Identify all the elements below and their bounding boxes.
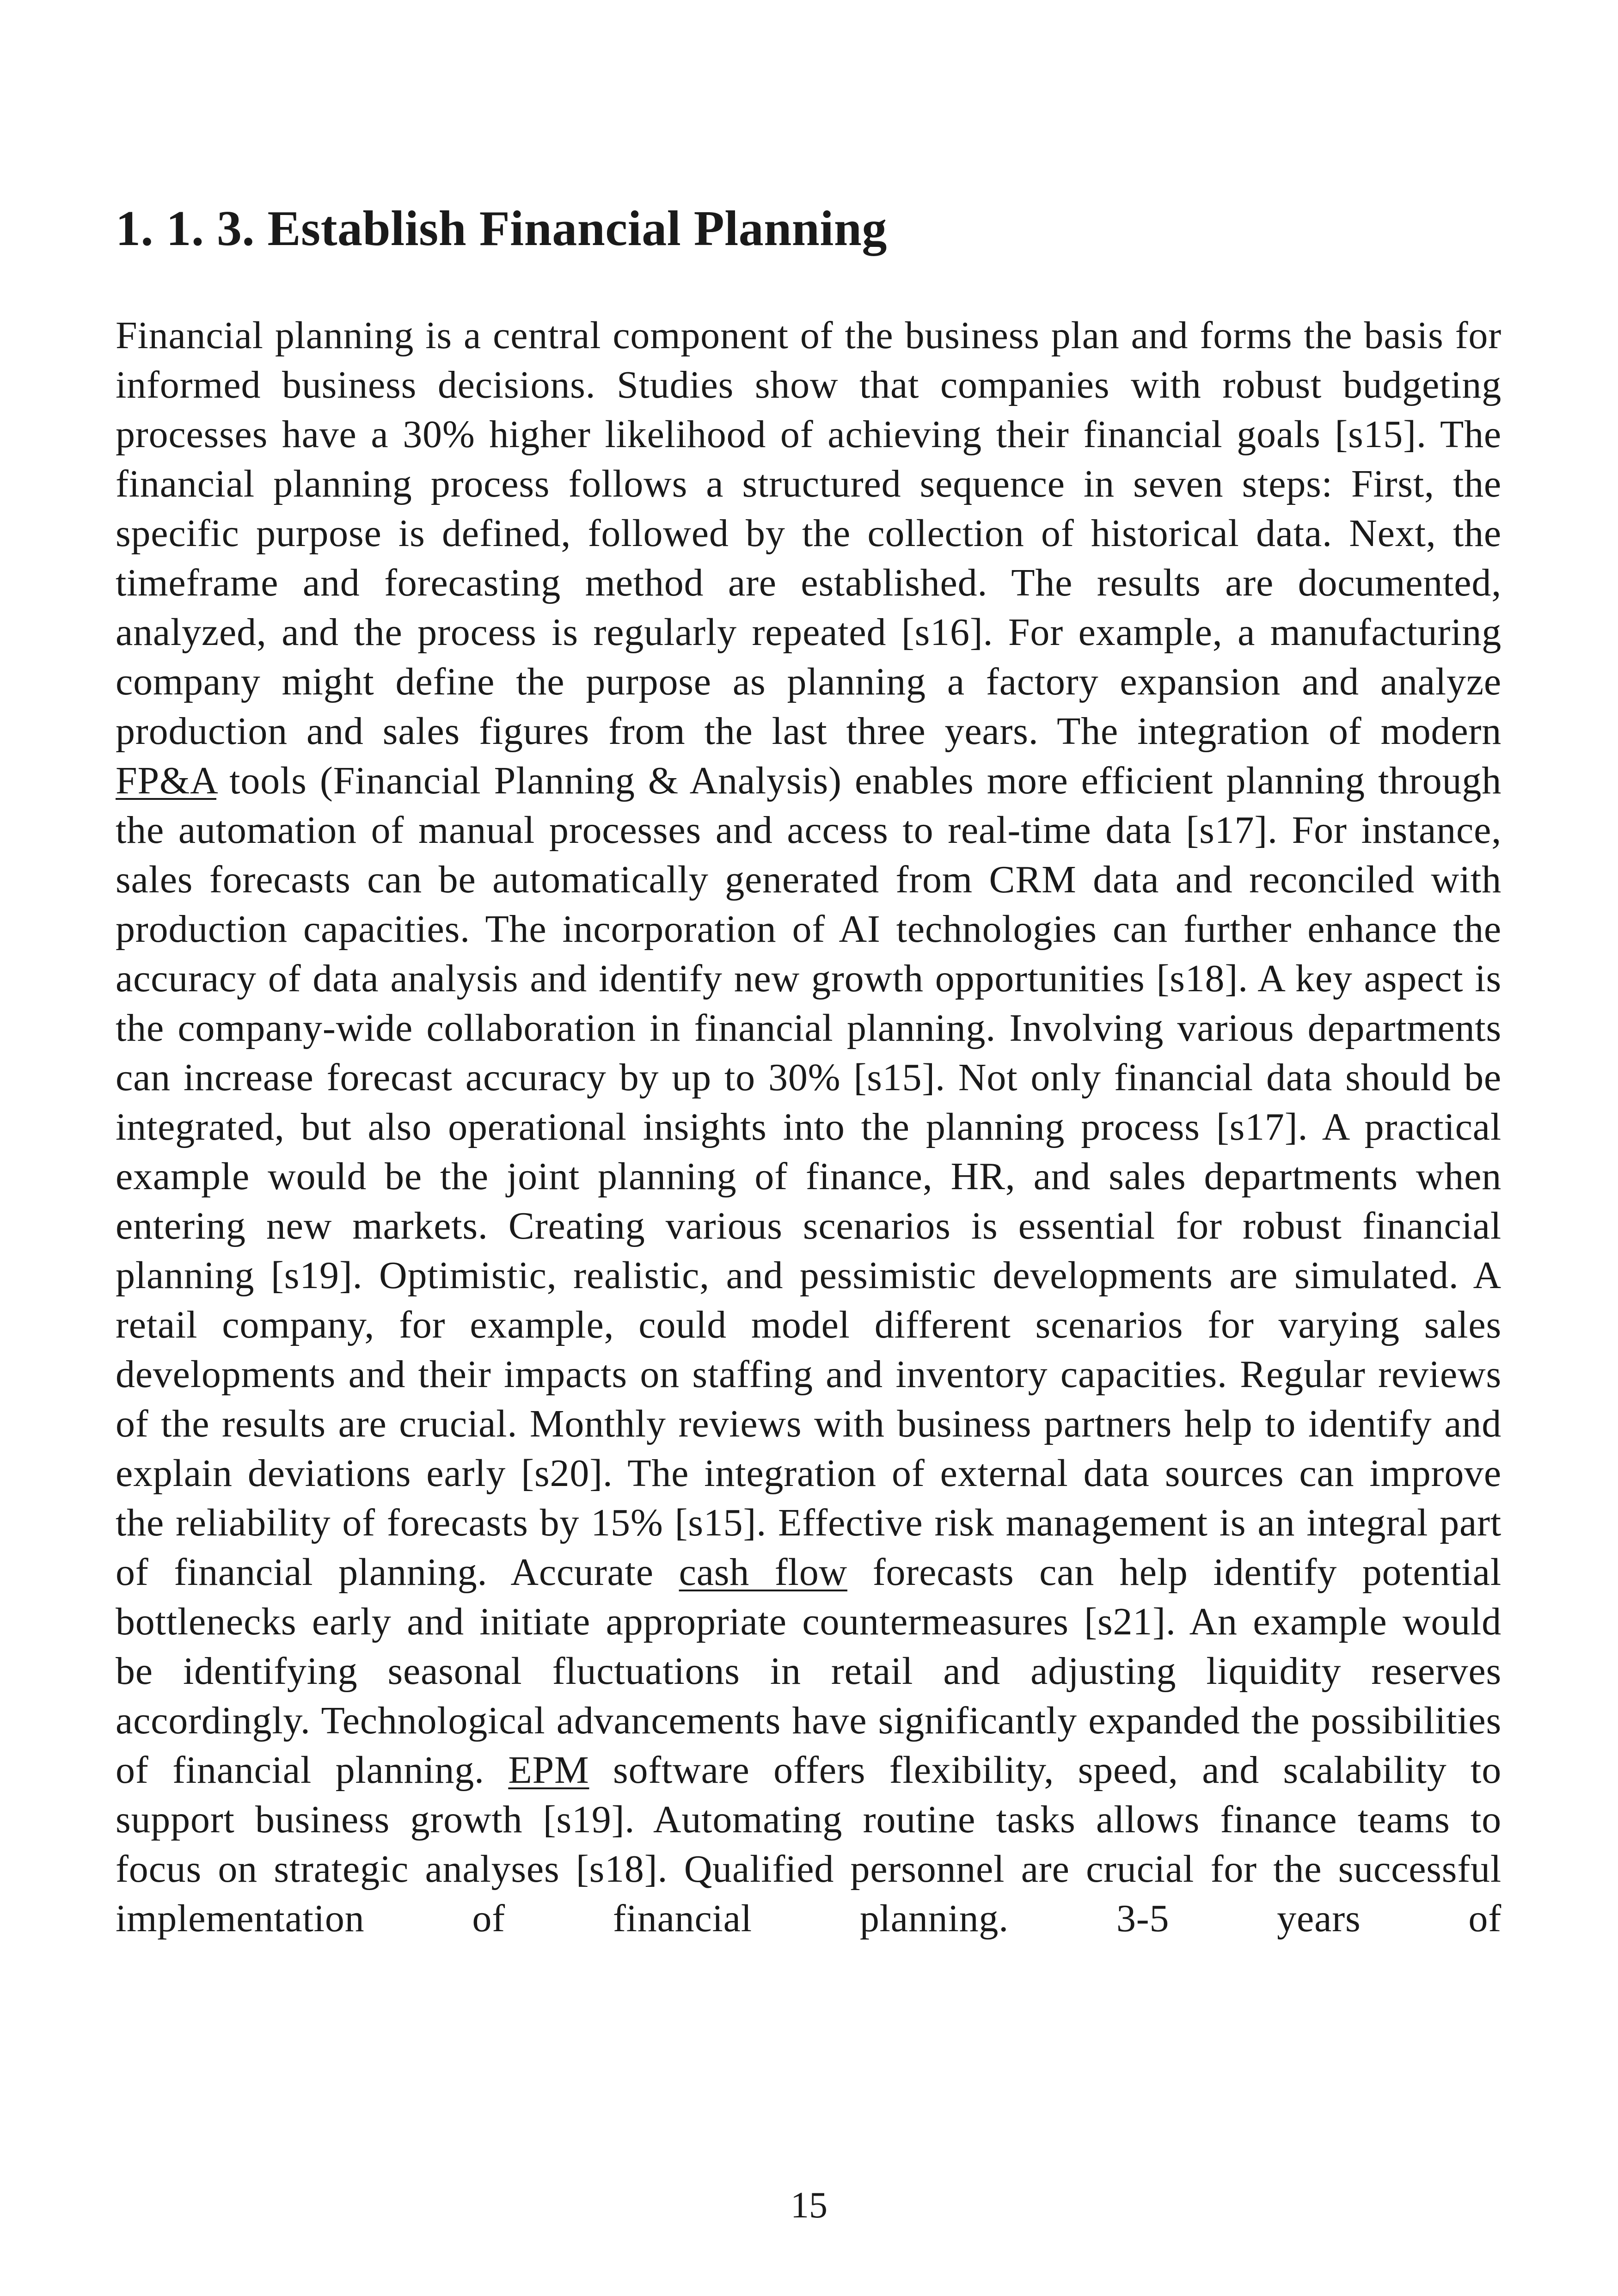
body-paragraph — [116, 311, 1502, 1943]
section-heading: 1. 1. 3. Establish Financial Planning — [116, 201, 887, 256]
body-text-segment: Financial planning is a central component of the business plan and forms the basis for informed business decisions. Studies show that companies with robust budgeting processes have a 30% higher likelihood of achieving their financial goals [s15]. The financial planning process follows a structured sequence in seven steps: First, the specific purpose is defined, followed by the collection of historical data. Next, the timeframe and forecasting method are established. The results are documented, analyzed, and the process is regularly repeated [s16]. For example, a manufacturing company might define the purpose as planning a factory expansion and analyze production and sales figures from the last three years. The integration of modern — [116, 314, 1502, 753]
body-text-segment: tools (Financial Planning & Analysis) enables more efficient planning through the automation of manual processes and access to real-time data [s17]. For instance, sales forecasts can be automatically generated from CRM data and reconciled with production capacities. The incorporation of AI technologies can further enhance the accuracy of data analysis and identify new growth opportunities [s18]. A key aspect is the company-wide collaboration in financial planning. Involving various departments can increase forecast accuracy by up to 30% [s15]. Not only financial data should be integrated, but also operational insights into the planning process [s17]. A practical example would be the joint planning of finance, HR, and sales departments when entering new markets. Creating various scenarios is essential for robust financial planning [s19]. Optimistic, realistic, and pessimistic developments are simulated. A retail company, for example, could model different scenarios for varying sales developments and their impacts on staffing and inventory capacities. Regular reviews of the results are crucial. Monthly reviews with business partners help to identify and explain deviations early [s20]. The integration of external data sources can improve the reliability of forecasts by 15% [s15]. Effective risk management is an integral part of financial planning. Accurate — [116, 759, 1502, 1594]
page-number: 15 — [791, 2185, 827, 2226]
body-text-segment: software offers flexibility, speed, and scalability to support business growth [s19]. Automating routine tasks allows finance teams to focus on strategic analyses [s18]. Qualified personnel are crucial for the successful implementation of financial planning. 3-5 years of — [116, 1749, 1502, 1940]
term-cash-flow: cash flow — [679, 1551, 847, 1594]
term-fpa: FP&A — [116, 759, 216, 802]
body-text-segment: forecasts can help identify potential bottlenecks early and initiate appropriate countermeasures [s21]. An example would be identifying seasonal fluctuations in retail and adjusting liquidity reserves accordingly. Technological advancements have significantly expanded the possibilities of financial planning. — [116, 1551, 1502, 1792]
term-epm: EPM — [508, 1749, 589, 1792]
